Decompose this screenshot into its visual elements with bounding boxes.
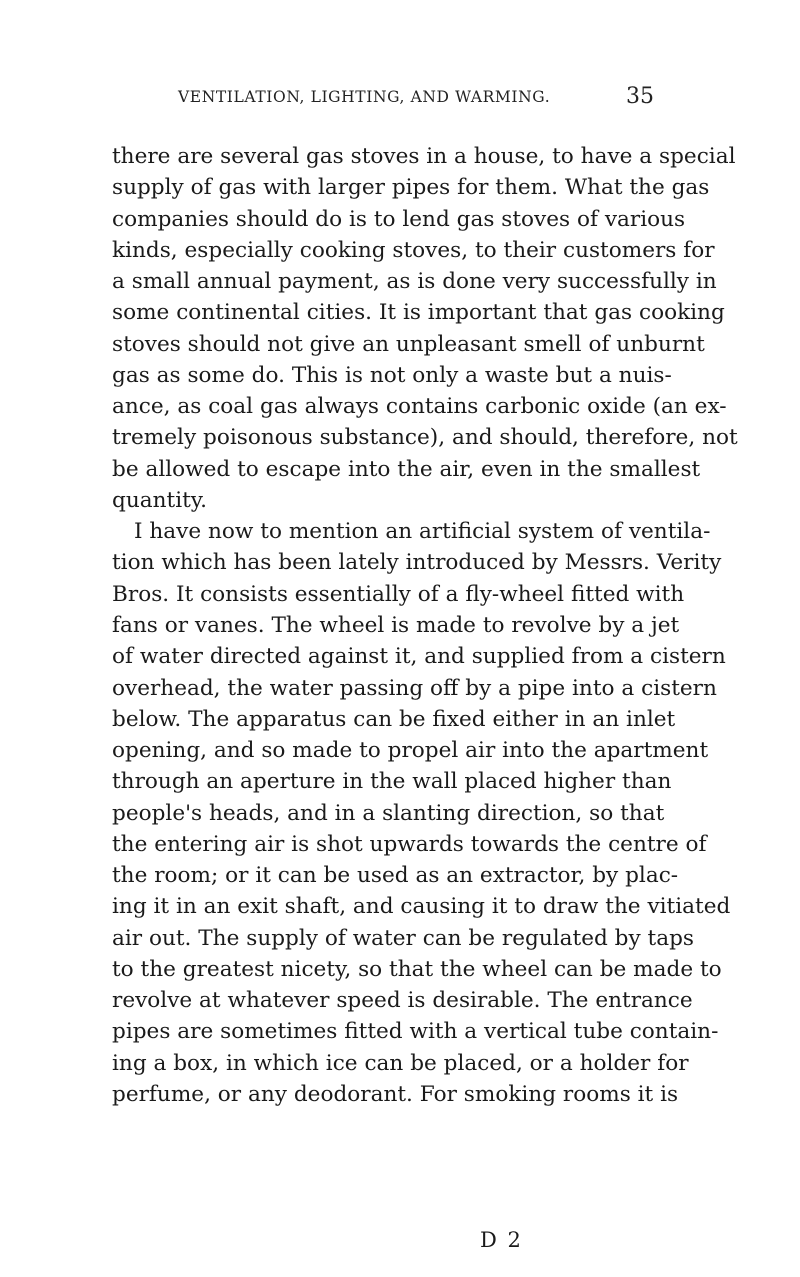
text-line: supply of gas with larger pipes for them. What the gas [112, 175, 710, 201]
text-line: there are several gas stoves in a house, to have a special [112, 144, 736, 169]
text-line: gas as some do. This is not only a waste but a nuis- [112, 362, 672, 388]
text-line: companies should do is to lend gas stoves of various [112, 206, 686, 232]
page-number: 35 [626, 84, 654, 109]
text-line: the room; or it can be used as an extractor, by plac- [112, 863, 679, 889]
text-line: people's heads, and in a slanting direction, so that [112, 800, 665, 826]
text-line: I have now to mention an artificial system of ventila- [134, 519, 711, 545]
signature-mark: D 2 [480, 1228, 523, 1252]
body-text [112, 141, 738, 1110]
text-line: kinds, especially cooking stoves, to their customers for [112, 237, 715, 263]
text-line: tion which has been lately introduced by Messrs. Verity [112, 550, 722, 576]
paragraph [112, 516, 731, 1110]
text-line: of water directed against it, and supplied from a cistern [112, 644, 726, 670]
text-line: below. The apparatus can be fixed either in an inlet [112, 706, 676, 732]
text-line: stoves should not give an unpleasant smell of unburnt [112, 331, 705, 357]
text-line: tremely poisonous substance), and should, therefore, not [112, 425, 738, 451]
text-line: opening, and so made to propel air into the apartment [112, 738, 709, 764]
text-line: ing a box, in which ice can be placed, or a holder for [112, 1050, 689, 1076]
text-line: quantity. [112, 487, 207, 513]
text-line: be allowed to escape into the air, even in the smallest [112, 456, 701, 482]
text-line: ing it in an exit shaft, and causing it to draw the vitiated [112, 894, 731, 920]
text-line: some continental cities. It is important that gas cooking [112, 300, 725, 326]
text-line: air out. The supply of water can be regulated by taps [112, 925, 694, 951]
text-line: fans or vanes. The wheel is made to revolve by a jet [112, 612, 680, 638]
text-line: a small annual payment, as is done very successfully in [112, 269, 717, 295]
text-line: the entering air is shot upwards towards the centre of [112, 831, 707, 857]
text-line: overhead, the water passing off by a pipe into a cistern [112, 675, 717, 701]
text-line: to the greatest nicety, so that the wheel can be made to [112, 956, 722, 982]
text-line: revolve at whatever speed is desirable. The entrance [112, 988, 693, 1014]
text-line: Bros. It consists essentially of a fly-wheel fitted with [112, 581, 685, 607]
paragraph [112, 141, 738, 516]
text-line: pipes are sometimes fitted with a vertical tube contain- [112, 1019, 719, 1045]
text-line: ance, as coal gas always contains carbonic oxide (an ex- [112, 394, 727, 420]
page-header [178, 84, 654, 116]
text-line: perfume, or any deodorant. For smoking rooms it is [112, 1081, 679, 1107]
text-line: through an aperture in the wall placed higher than [112, 769, 672, 795]
running-head: VENTILATION, LIGHTING, AND WARMING. [178, 88, 551, 106]
